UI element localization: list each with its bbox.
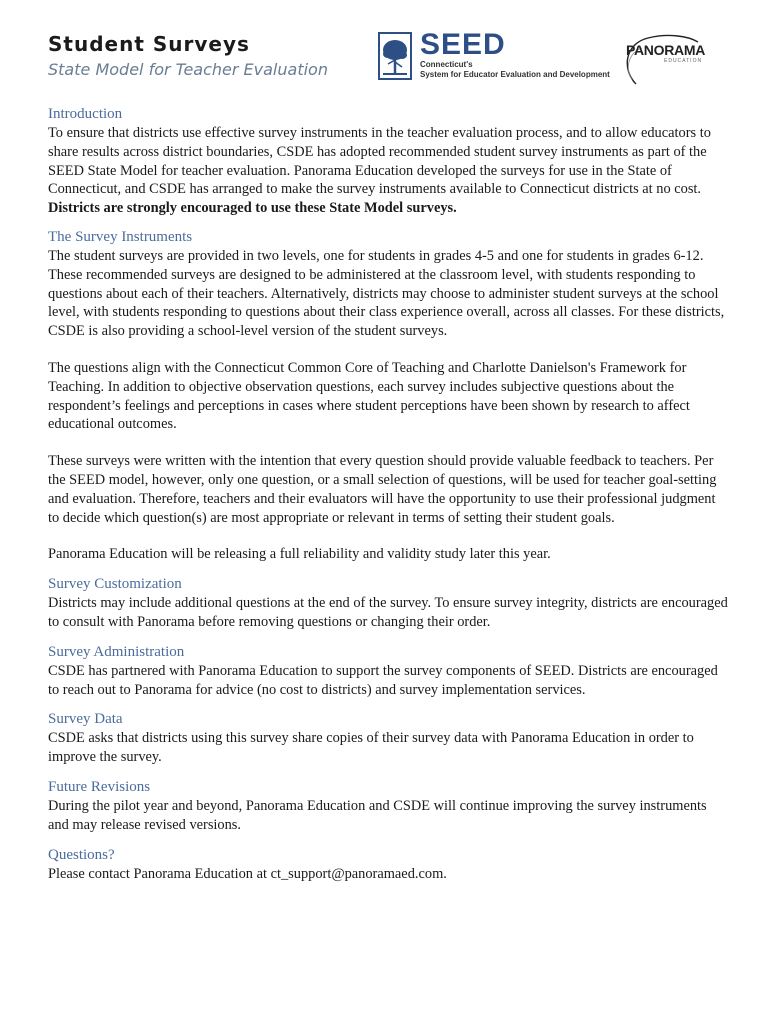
document-subtitle: State Model for Teacher Evaluation: [48, 60, 328, 79]
document-header: [48, 30, 728, 92]
section-survey-customization: [48, 574, 728, 632]
paragraph-customization: Districts may include additional questions at the end of the survey. To ensure survey integrity, districts are encouraged to consult with Panorama before removing questions or changing their order.: [48, 595, 728, 630]
seed-wordmark: SEED: [420, 28, 506, 61]
heading-survey-data: Survey Data: [48, 711, 123, 728]
panorama-subtext: EDUCATION: [664, 58, 703, 64]
document-title: Student Surveys: [48, 32, 250, 56]
section-introduction: [48, 104, 728, 218]
seed-tagline-line1: Connecticut's: [420, 60, 473, 69]
seed-logo: [378, 28, 610, 84]
heading-survey-customization: Survey Customization: [48, 576, 182, 593]
section-questions: [48, 845, 728, 884]
paragraph-future-revisions: During the pilot year and beyond, Panorama Education and CSDE will continue improving the survey instruments and may release revised versions.: [48, 797, 707, 833]
paragraph-instruments-3: These surveys were written with the intention that every question should provide valuable feedback to teachers. Per the SEED model, however, only one question, or a small selection of questions, will be used for teacher goal-setting and evaluation. Therefore, teachers and their evaluators will have the opportunity to use their professional judgment to decide which question(s) are most appropriate or relevant in terms of setting their student goals.: [48, 453, 717, 526]
paragraph-instruments-1: The student surveys are provided in two levels, one for students in grades 4-5 and one for students in grades 6-12. These recommended surveys are designed to be administered at the classroom level, with students responding to questions about each of their teachers. Alternatively, districts may choose to administer student surveys at the school level, with students responding to questions about their class experience overall, across all classes. For these districts, CSDE is also providing a school-level version of the student surveys.: [48, 247, 725, 340]
paragraph-administration: CSDE has partnered with Panorama Education to support the survey components of SEED. Districts are encouraged to reach out to Panorama for advice (no cost to districts) and survey implementation services.: [48, 662, 718, 698]
intro-bold-text: Districts are strongly encouraged to use these State Model surveys.: [48, 200, 457, 217]
section-survey-instruments: [48, 227, 728, 564]
section-survey-administration: [48, 642, 728, 700]
panorama-logo: [618, 30, 730, 88]
paragraph-instruments-2: The questions align with the Connecticut Common Core of Teaching and Charlotte Danielson's Framework for Teaching. In addition to objective observation questions, each survey includes subjective questions about the respondent’s feelings and perceptions in cases where student perceptions have been shown by research to affect educational outcomes.: [48, 359, 690, 433]
intro-text: To ensure that districts use effective survey instruments in the teacher evaluation process, and to allow educators to share results across district boundaries, CSDE has adopted recommended student survey instruments as part of the SEED State Model for teacher evaluation. Panorama Education developed the surveys for use in the State of Connecticut, and CSDE has arranged to make the survey instruments available to Connecticut districts at no cost.: [48, 125, 711, 198]
heading-survey-administration: Survey Administration: [48, 643, 185, 660]
heading-introduction: Introduction: [48, 106, 123, 122]
heading-questions: Questions?: [48, 846, 115, 863]
section-survey-data: [48, 709, 728, 767]
paragraph-instruments-4: Panorama Education will be releasing a full reliability and validity study later this year.: [48, 546, 551, 563]
panorama-wordmark: PANORAMA: [626, 42, 706, 58]
heading-survey-instruments: The Survey Instruments: [48, 228, 193, 245]
document-page: [48, 30, 728, 883]
paragraph-survey-data: CSDE asks that districts using this survey share copies of their survey data with Panorama Education in order to improve the survey.: [48, 730, 694, 766]
heading-future-revisions: Future Revisions: [48, 778, 151, 795]
seed-tagline-line2: System for Educator Evaluation and Development: [420, 70, 610, 79]
paragraph-introduction: [48, 124, 728, 218]
section-future-revisions: [48, 777, 728, 835]
tree-icon: [378, 32, 412, 80]
paragraph-questions: Please contact Panorama Education at ct_support@panoramaed.com.: [48, 865, 447, 882]
